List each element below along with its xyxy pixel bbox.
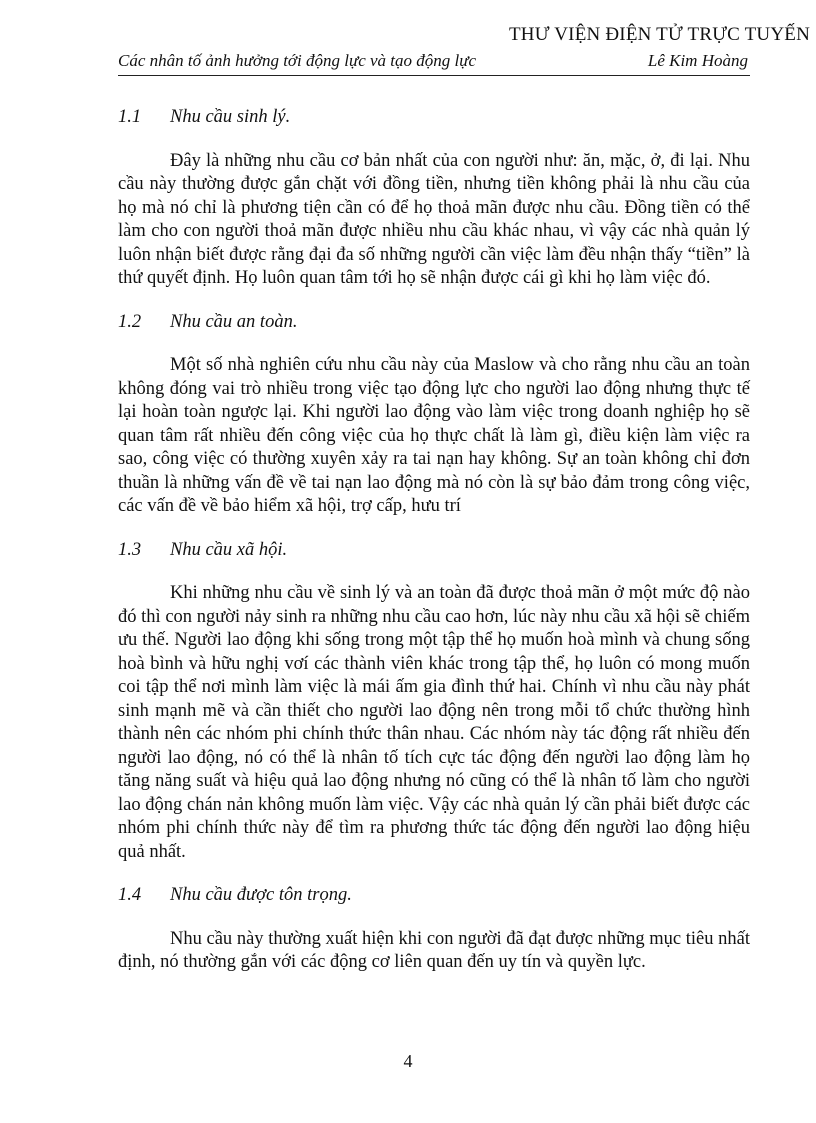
section-1-3 xyxy=(118,539,750,865)
section-heading xyxy=(118,884,750,908)
header-document-title: Các nhân tố ảnh hưởng tới động lực và tạo động lực xyxy=(118,51,477,70)
library-watermark: THƯ VIỆN ĐIỆN TỬ TRỰC TUYẾN xyxy=(508,24,810,45)
section-title: Nhu cầu sinh lý. xyxy=(170,107,291,127)
section-heading xyxy=(118,539,750,563)
section-heading xyxy=(118,311,750,335)
section-paragraph: Nhu cầu này thường xuất hiện khi con người đã đạt được những mục tiêu nhất định, nó thường gắn với các động cơ liên quan đến uy tín và quyền lực. xyxy=(118,928,750,972)
page-number: 4 xyxy=(403,1051,413,1071)
section-1-2 xyxy=(118,311,750,519)
section-number: 1.4 xyxy=(118,885,142,905)
section-title: Nhu cầu được tôn trọng. xyxy=(170,885,352,905)
section-1-4 xyxy=(118,884,750,975)
section-1-1 xyxy=(118,106,750,291)
section-title: Nhu cầu xã hội. xyxy=(170,539,288,560)
page-body xyxy=(118,100,750,995)
section-paragraph: Một số nhà nghiên cứu nhu cầu này của Maslow và cho rằng nhu cầu an toàn không đóng vai trò nhiều trong việc tạo động lực cho người lao động nhưng thực tế lại hoàn toàn ngược lại. Khi người lao động vào làm việc trong doanh nghiệp họ sẽ quan tâm rất nhiều đến công việc của họ thực chất là làm gì, điều kiện làm việc ra sao, công việc có thường xuyên xảy ra tai nạn hay không. Sự an toàn không chỉ đơn thuần là những vấn đề về tai nạn lao động mà nó còn là sự bảo đảm trong công việc, các vấn đề về bảo hiểm xã hội, trợ cấp, hưu trí xyxy=(118,355,750,516)
section-number: 1.2 xyxy=(118,311,142,332)
section-title: Nhu cầu an toàn. xyxy=(170,311,298,332)
section-number: 1.3 xyxy=(118,539,142,560)
section-heading xyxy=(118,106,750,130)
section-number: 1.1 xyxy=(118,107,142,127)
running-header xyxy=(118,51,750,76)
section-paragraph: Khi những nhu cầu về sinh lý và an toàn đã được thoả mãn ở một mức độ nào đó thì con người nảy sinh ra những nhu cầu cao hơn, lúc này nhu cầu xã hội sẽ chiếm ưu thế. Người lao động khi sống trong một tập thể họ muốn hoà mình và chung sống hoà bình và hữu nghị vơí các thành viên khác trong tập thể, họ luôn có mong muốn coi tập thể nơi mình làm việc là mái ấm gia đình thứ hai. Chính vì nhu cầu này phát sinh mạnh mẽ và cần thiết cho người lao động nên trong mỗi tổ chức thường hình thành nên các nhóm phi chính thức thân nhau. Các nhóm này tác động rất nhiều đến người lao động, nó có thể là nhân tố tích cực tác động đến người lao động làm họ tăng năng suất và hiệu quả lao động nhưng nó cũng có thể là nhân tố làm cho người lao động chán nản không muốn làm việc. Vậy các nhà quản lý cần phải biết được các nhóm phi chính thức này để tìm ra phương thức tác động đến người lao động hiệu quả nhất. xyxy=(118,583,750,862)
header-author: Lê Kim Hoàng xyxy=(647,51,748,70)
section-paragraph: Đây là những nhu cầu cơ bản nhất của con người như: ăn, mặc, ở, đi lại. Nhu cầu này thường được gắn chặt với đồng tiền, nhưng tiền không phải là nhu cầu của họ mà nó chỉ là phương tiện cần có để họ thoả mãn được nhu cầu. Đồng tiền có thể làm cho con người thoả mãn được nhiều nhu cầu khác nhau, vì vậy các nhà quản lý luôn nhận biết được rằng đại đa số những người cần việc làm đều nhận thấy “tiền” là thứ quyết định. Họ luôn quan tâm tới họ sẽ nhận được cái gì khi họ làm việc đó. xyxy=(118,150,750,288)
